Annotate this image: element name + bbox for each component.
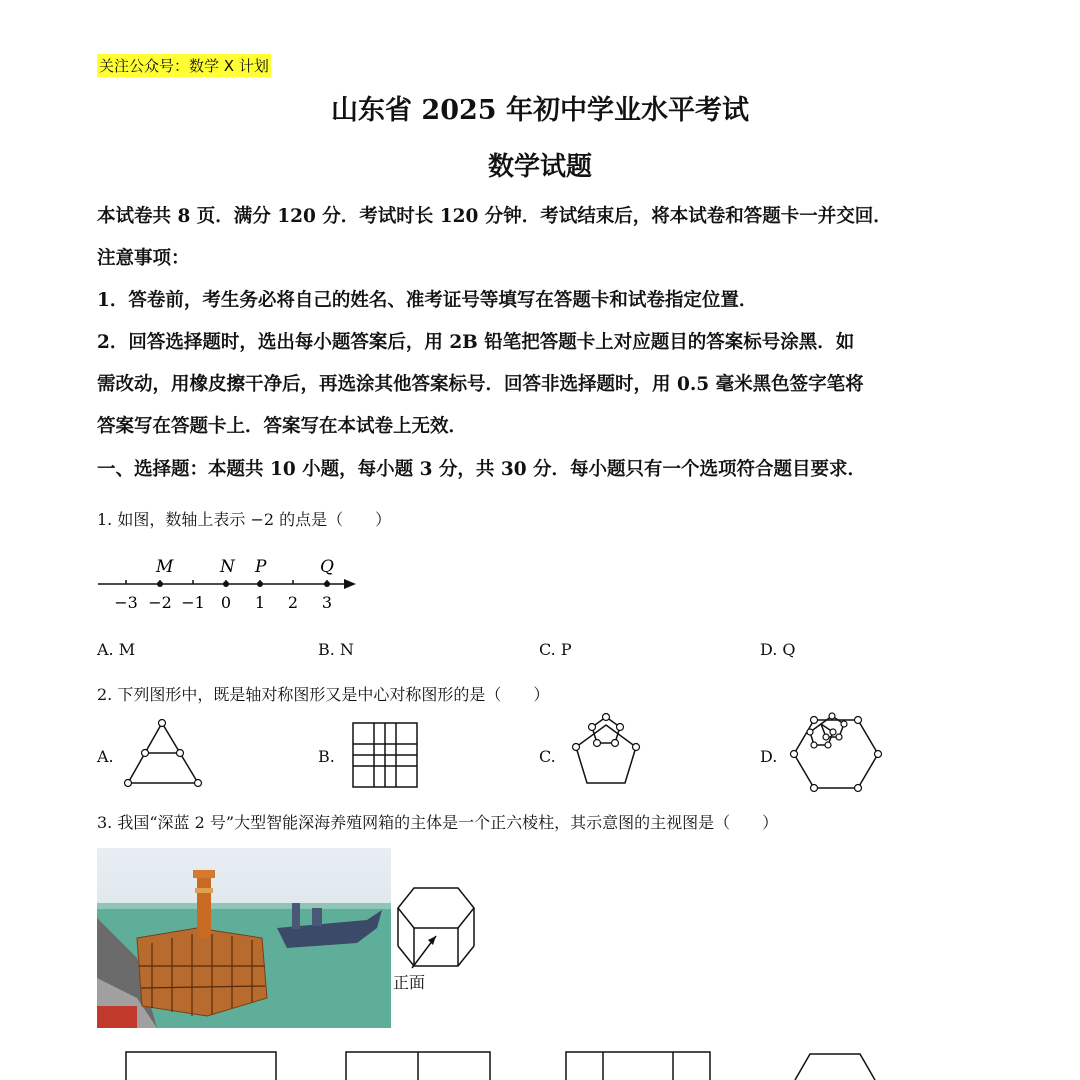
q2-figure-triangle (118, 715, 208, 795)
q1-option-c: C. P (539, 640, 572, 659)
q1-option-a: A. M (97, 640, 136, 659)
tick-label: −2 (148, 593, 172, 612)
note-2-line-3: 答案写在答题卡上．答案写在本试卷上无效． (97, 416, 468, 437)
q2-figure-hexagon (788, 710, 883, 795)
q3-option-a-figure (126, 1052, 276, 1080)
front-label: 正面 (393, 973, 426, 992)
q1-option-d: D. Q (760, 640, 796, 659)
exam-subtitle: 数学试题 (487, 152, 592, 182)
q3-option-c-figure (566, 1052, 710, 1080)
point-label-n: N (220, 557, 235, 577)
section-1-heading: 一、选择题：本题共 10 小题，每小题 3 分，共 30 分．每小题只有一个选项符合题目要求． (97, 459, 867, 480)
point-label-q: Q (320, 557, 334, 577)
tick-label: 2 (287, 593, 299, 612)
tick-label: 1 (254, 593, 266, 612)
note-2-line-2: 需改动，用橡皮擦干净后，再选涂其他答案标号．回答非选择题时，用 0.5 毫米黑色签字笔将 (97, 374, 864, 395)
tick-label: −1 (181, 593, 205, 612)
question-1-text: 1. 如图，数轴上表示 −2 的点是（ ） (97, 510, 392, 529)
note-1: 1．答卷前，考生务必将自己的姓名、准考证号等填写在答题卡和试卷指定位置． (97, 290, 758, 311)
question-3-text: 3. 我国“深蓝 2 号”大型智能深海养殖网箱的主体是一个正六棱柱，其示意图的主视图是（ ） (97, 813, 779, 832)
tick-label: 3 (321, 593, 333, 612)
q3-answer-figures (0, 1040, 1080, 1080)
q2-option-c-label: C. (539, 747, 556, 766)
intro-line: 本试卷共 8 页．满分 120 分．考试时长 120 分钟．考试结束后，将本试卷和答题卡一并交回． (97, 206, 892, 227)
exam-title: 山东省 2025 年初中学业水平考试 (331, 95, 749, 126)
point-p-dot (257, 581, 263, 587)
notes-heading: 注意事项： (97, 248, 190, 269)
q2-option-a-label: A. (97, 747, 114, 766)
point-label-p: P (255, 557, 267, 577)
q1-option-b: B. N (318, 640, 354, 659)
point-q-dot (324, 581, 330, 587)
point-m-dot (157, 581, 163, 587)
question-2-text: 2. 下列图形中，既是轴对称图形又是中心对称图形的是（ ） (97, 685, 550, 704)
q2-option-b-label: B. (318, 747, 335, 766)
number-line (90, 550, 370, 620)
wechat-notice: 关注公众号：数学 X 计划 (97, 54, 271, 77)
point-label-m: M (156, 557, 174, 577)
tick-label: −3 (114, 593, 138, 612)
q2-option-d-label: D. (760, 747, 778, 766)
q3-option-d-figure (795, 1054, 875, 1080)
tick-label: 0 (220, 593, 232, 612)
aquaculture-cage-photo (97, 848, 391, 1028)
q2-figure-grid (345, 715, 425, 795)
note-2-line-1: 2．回答选择题时，选出每小题答案后，用 2B 铅笔把答题卡上对应题目的答案标号涂黑．如 (97, 332, 855, 353)
q2-figure-pentagons (562, 705, 652, 795)
point-n-dot (223, 581, 229, 587)
